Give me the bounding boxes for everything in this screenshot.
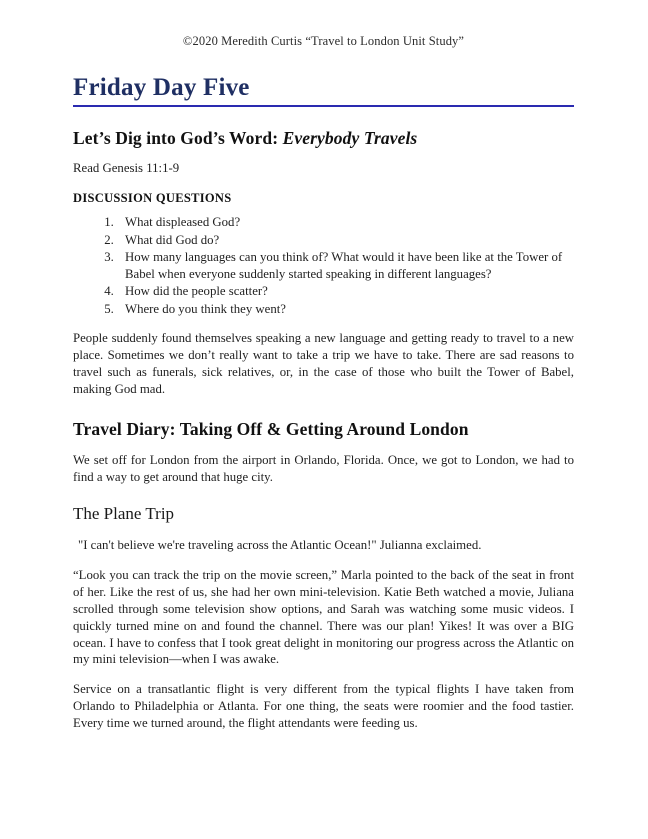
section-heading-bible-study-italic: Everybody Travels [282,128,418,148]
title-underline-rule [73,105,574,107]
bible-study-paragraph: People suddenly found themselves speaking a new language and getting ready to travel to a new place. Sometimes we don’t really want to take a trip we have to take. There are sad reasons to travel such as funerals, sick relatives, or, in the case of those who built the Tower of Babel, making God mad. [73,331,574,396]
section-heading-travel-diary: Travel Diary: Taking Off & Getting Around London [73,418,469,439]
list-item: 4. How did the people scatter? [117,283,574,300]
discussion-questions-list [73,214,574,317]
plane-trip-paragraph-2: Service on a transatlantic flight is very different from the typical flights I have taken from Orlando to Philadelphia or Atlanta. For one thing, the seats were roomier and the food tastier. Every time we turned around, the flight attendants were feeding us. [73,682,574,731]
scripture-reading-reference: Read Genesis 11:1-9 [73,161,180,176]
travel-diary-intro-paragraph: We set off for London from the airport in Orlando, Florida. Once, we got to London, we had to find a way to get around that huge city. [73,452,574,484]
list-item: 3. How many languages can you think of? What would it have been like at the Tower of Babel when everyone suddenly started speaking in different languages? [117,249,574,282]
page-title: Friday Day Five [73,74,250,101]
section-heading-bible-study-plain: Let’s Dig into God’s Word: [73,128,283,148]
list-item: 2. What did God do? [117,232,574,249]
list-item: 5. Where do you think they went? [117,301,574,318]
section-heading-bible-study [73,128,574,148]
discussion-questions-label: DISCUSSION QUESTIONS [73,191,232,206]
plane-trip-paragraph-1: “Look you can track the trip on the movie screen,” Marla pointed to the back of the seat in front of her. Like the rest of us, she had her own mini-television. Katie Beth watched a movie, Juliana scrolled through some television show options, and Sarah was watching some music videos. I quickly turned mine on and found the channel. There was our plan! Yikes! It was over a BIG ocean. I have to confess that I took great delight in monitoring our progress across the Atlantic on my mini television—when I was awake. [73,568,574,667]
running-header-copyright: ©2020 Meredith Curtis “Travel to London Unit Study” [182,34,465,48]
plane-trip-quote-line: "I can't believe we're traveling across the Atlantic Ocean!" Julianna exclaimed. [78,538,482,553]
list-item: 1. What displeased God? [117,214,574,231]
subsection-heading-plane-trip: The Plane Trip [73,503,175,523]
page-content [73,0,574,732]
